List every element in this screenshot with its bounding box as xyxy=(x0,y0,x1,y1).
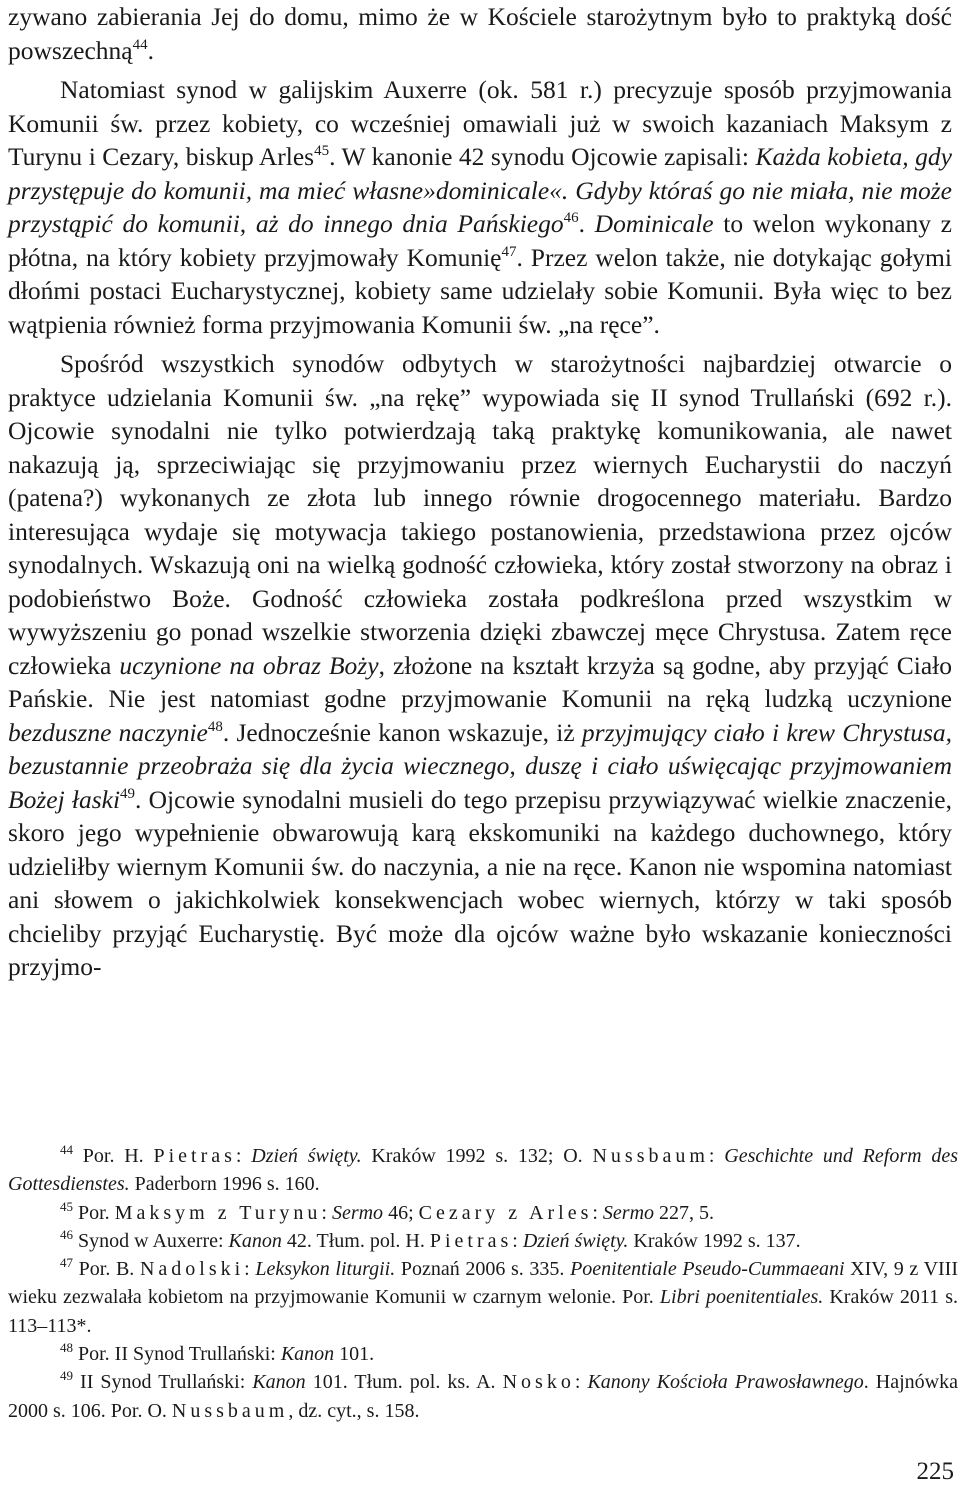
footnotes xyxy=(8,1142,958,1425)
footnote-49: $^{49}$ II Synod Trullański: Kanon 101. Tłum. pol. ks. A. Nosko: Kanony Kościoła Prawosławnego. Hajnówka 2000 s. 106. Por. O. Nussbaum, dz. cyt., s. 158. xyxy=(8,1368,959,1422)
footnote-ref: 46 xyxy=(563,210,579,226)
paragraph: zywano zabierania Jej do domu, mimo że w Kościele starożytnym było to praktyką dość powszechną$^{44}$. xyxy=(8,2,952,65)
paragraph: Natomiast synod w galijskim Auxerre (ok. 581 r.) precyzuje sposób przyjmowania Komunii św. przez kobiety, co wcześniej omawiali już w swoich kazaniach Maksym z Turynu i Cezary, biskup Arles$^{45}$. W kanonie 42 synodu Ojcowie zapisali: Każda kobieta, gdy przystępuje do komunii, ma mieć własne»dominicale«. Gdyby któraś go nie miała, nie może przystąpić do komunii, aż do innego dnia Pańskiego$^{46}$. Dominicale to welon wykonany z płótna, na który kobiety przyjmowały Komunię$^{47}$. Przez welon także, nie dotykając gołymi dłońmi postaci Eucharystycznej, kobiety same udzielały sobie Komunii. Była więc to bez wątpienia również forma przyjmowania Komunii św. „na ręce”. xyxy=(8,75,953,339)
footnote-45: $^{45}$ Por. Maksym z Turynu: Sermo 46; Cezary z Arles: Sermo 227, 5. xyxy=(60,1198,715,1224)
page-number: 225 xyxy=(916,1458,954,1485)
footnote-ref: 44 xyxy=(132,36,148,53)
footnote-ref: 47 xyxy=(501,243,517,260)
main-text xyxy=(8,0,952,984)
footnote-ref: 48 xyxy=(207,718,223,735)
footnote-44: $^{44}$ Por. H. Pietras: Dzień święty. Kraków 1992 s. 132; O. Nussbaum: Geschichte und Reform des Gottesdienstes. Paderborn 1996 s. 160. xyxy=(8,1142,958,1196)
footnote-ref: 49 xyxy=(120,785,136,802)
footnote-47: $^{47}$ Por. B. Nadolski: Leksykon liturgii. Poznań 2006 s. 335. Poenitentiale Pseudo-Cummaeani XIV, 9 z VIII wieku zezwalała kobietom na przyjmowanie Komunii w czarnym welonie. Por. Libri poenitentiales. Kraków 2011 s. 113–113*. xyxy=(8,1255,959,1337)
footnote-ref: 45 xyxy=(314,143,330,159)
footnote-48: $^{48}$ Por. II Synod Trullański: Kanon 101. xyxy=(60,1340,375,1366)
paragraph: Spośród wszystkich synodów odbytych w starożytności najbardziej otwarcie o praktyce udzielania Komunii św. „na rękę” wypowiada się II synod Trullański (692 r.). Ojcowie synodalni nie tylko potwierdzają taką praktykę komunikowania, ale nawet nakazują ją, sprzeciwiając się przyjmowaniu przez wiernych Eucharystii do naczyń (patena?) wykonanych ze złota lub innego równie drogocennego materiału. Bardzo interesująca wydaje się motywacja takiego postanowienia, przedstawiona przez ojców synodalnych. Wskazują oni na wielką godność człowieka, który został stworzony na obraz i podobieństwo Boże. Godność człowieka została podkreślona przed wszystkim w wywyższeniu go ponad wszelkie stworzenia dzięki zbawczej męce Chrystusa. Zatem ręce człowieka uczynione na obraz Boży, złożone na kształt krzyża są godne, aby przyjąć Ciało Pańskie. Nie jest natomiast godne przyjmowanie Komunii na ręką ludzką uczynione bezduszne naczynie$^{48}$. Jednocześnie kanon wskazuje, iż przyjmujący ciało i krew Chrystusa, bezustannie przeobraża się dla życia wiecznego, duszę i ciało uświęcając przyjmowaniem Bożej łaski$^{49}$. Ojcowie synodalni musieli do tego przepisu przywiązywać wielkie znaczenie, skoro jego wypełnienie obwarowują karą ekskomuniki na każdego duchownego, który udzieliłby wiernym Komunii św. do naczynia, a nie na ręce. Kanon nie wspomina natomiast ani słowem o jakichkolwiek konsekwencjach wobec wiernych, którzy w taki sposób chcieliby przyjąć Eucharystię. Być może dla ojców ważne było wskazanie konieczności przyjmo- xyxy=(8,349,953,981)
footnote-46: $^{46}$ Synod w Auxerre: Kanon 42. Tłum. pol. H. Pietras: Dzień święty. Kraków 1992 s. 137. xyxy=(60,1226,801,1252)
